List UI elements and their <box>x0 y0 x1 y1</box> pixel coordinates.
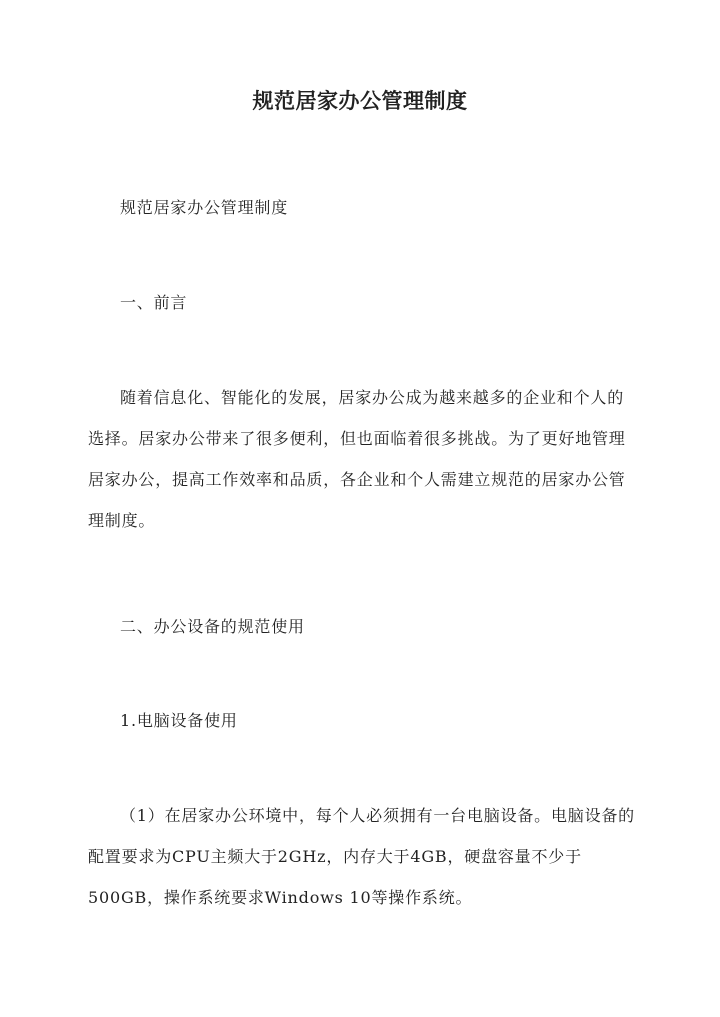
preface-paragraph: 随着信息化、智能化的发展，居家办公成为越来越多的企业和个人的选择。居家办公带来了很多便利，但也面临着很多挑战。为了更好地管理居家办公，提高工作效率和品质，各企业和个人需建立规范的居家办公管理制度。 <box>88 388 626 530</box>
subtitle-paragraph: 规范居家办公管理制度 <box>120 198 289 217</box>
computer-requirements-paragraph: （1）在居家办公环境中，每个人必须拥有一台电脑设备。电脑设备的配置要求为CPU主频大于2GHz，内存大于4GB，硬盘容量不少于500GB，操作系统要求Windows 10等操作系统。 <box>88 806 635 907</box>
subsection-heading-computer: 1.电脑设备使用 <box>120 711 238 730</box>
section-heading-equipment: 二、办公设备的规范使用 <box>120 617 305 636</box>
document-title: 规范居家办公管理制度 <box>252 88 468 113</box>
section-heading-preface: 一、前言 <box>120 293 188 312</box>
